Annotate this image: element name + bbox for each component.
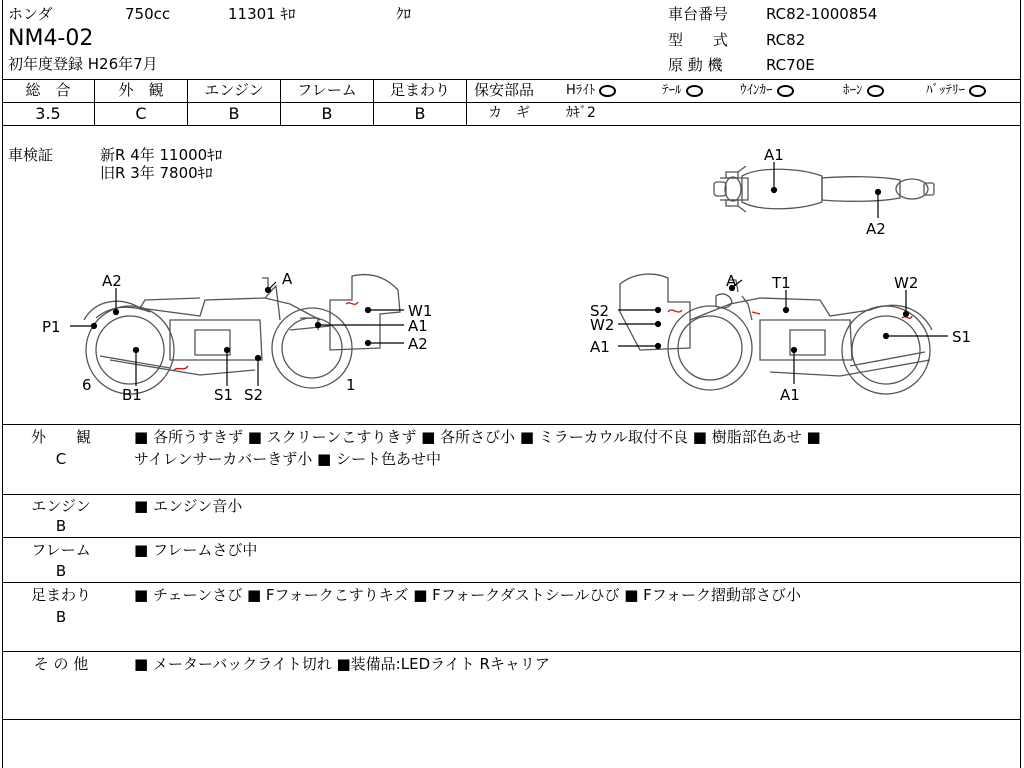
first-registration: 初年度登録 H26年7月 [8, 55, 158, 73]
remark-category-suspension: 足まわり [30, 586, 91, 604]
remark-grade-exterior: C [55, 450, 67, 468]
remark-line: サイレンサーカバーきず小 ■ シート色あせ中 [134, 450, 441, 468]
safety-item-tail [662, 84, 703, 97]
score-value-exterior: C [135, 104, 147, 123]
type-label: 型 式 [668, 31, 729, 49]
label-top-a2: A2 [866, 220, 886, 238]
score-col-divider [466, 79, 467, 125]
remark-line: ■ フレームさび中 [134, 541, 258, 559]
score-value-frame: B [321, 104, 333, 123]
label-left-6: 6 [82, 376, 92, 394]
safety-item-label: ﾊﾞｯﾃﾘｰ [926, 83, 965, 98]
label-right-a: A [726, 272, 737, 290]
safety-item-label: Hﾗｲﾄ [566, 83, 596, 98]
label-right-a1b: A1 [780, 386, 800, 404]
ok-circle-icon [969, 85, 986, 97]
label-right-t1: T1 [772, 274, 791, 292]
safety-item-headlight [566, 84, 616, 97]
label-left-w1: W1 [408, 302, 433, 320]
remark-category-other: そ の 他 [33, 655, 89, 673]
remark-category-exterior: 外 観 [30, 428, 91, 446]
key-label: カ ギ [488, 105, 530, 121]
inspection-new: 新R 4年 11000ｷﾛ [100, 146, 223, 164]
label-left-a: A [282, 270, 293, 288]
displacement: 750cc [125, 5, 171, 23]
ok-circle-icon [777, 85, 794, 97]
color: ｸﾛ [396, 5, 412, 23]
label-left-s2: S2 [244, 386, 264, 404]
maker: ホンダ [8, 5, 53, 23]
ok-circle-icon [867, 85, 884, 97]
remark-line: ■ エンジン音小 [134, 497, 243, 515]
inspection-old: 旧R 3年 7800ｷﾛ [100, 164, 213, 182]
remark-divider-5 [2, 719, 1021, 720]
label-right-s2: S2 [590, 302, 610, 320]
score-label-total: 総 合 [25, 81, 71, 99]
label-left-a1: A1 [408, 317, 428, 335]
diagram-bottom-divider [2, 424, 1021, 425]
label-right-s1: S1 [952, 328, 972, 346]
remark-divider-1 [2, 494, 1021, 495]
safety-item-label: ﾎｰﾝ [843, 83, 863, 98]
remark-grade-frame: B [55, 562, 67, 580]
ok-circle-icon [686, 85, 703, 97]
chassis-value: RC82-1000854 [766, 5, 878, 23]
label-left-s1: S1 [214, 386, 234, 404]
model-name: NM4-02 [8, 26, 94, 51]
remark-divider-4 [2, 651, 1021, 652]
label-left-a2: A2 [102, 272, 122, 290]
safety-item-battery [926, 84, 986, 97]
safety-item-winker [740, 84, 794, 97]
safety-item-label: ﾃｰﾙ [662, 83, 682, 98]
label-right-w2: W2 [894, 274, 919, 292]
inspection-label: 車検証 [8, 146, 54, 164]
safety-label: 保安部品 [474, 81, 535, 99]
remark-divider-3 [2, 582, 1021, 583]
safety-item-label: ｳｲﾝｶｰ [740, 83, 773, 98]
remark-grade-suspension: B [55, 608, 67, 626]
header-divider [2, 79, 1021, 80]
label-left-b1: B1 [122, 386, 142, 404]
score-label-suspension: 足まわり [389, 81, 450, 99]
score-label-frame: フレーム [297, 81, 357, 99]
safety-item-horn [843, 84, 884, 97]
mileage: 11301 ｷﾛ [228, 5, 296, 23]
remark-line: ■ 各所うすきず ■ スクリーンこすりきず ■ 各所さび小 ■ ミラーカウル取付不良 ■ 樹脂部色あせ ■ [134, 428, 821, 446]
score-label-exterior: 外 観 [118, 81, 164, 99]
label-left-p1: P1 [42, 318, 61, 336]
chassis-label: 車台番号 [668, 5, 729, 23]
label-right-w2b: W2 [590, 316, 615, 334]
scores-mid-divider-left [2, 102, 1021, 103]
remark-divider-2 [2, 537, 1021, 538]
score-value-suspension: B [414, 104, 426, 123]
score-value-total: 3.5 [35, 104, 61, 123]
remark-category-frame: フレーム [31, 541, 91, 559]
label-top-a1: A1 [764, 146, 784, 164]
remark-category-engine: エンジン [31, 497, 91, 515]
remark-line: ■ メーターバックライト切れ ■装備品:LEDライト Rキャリア [134, 655, 550, 673]
engine-value: RC70E [766, 56, 815, 74]
bike-top-view-icon [714, 166, 934, 212]
engine-label: 原 動 機 [668, 56, 723, 74]
remark-line: ■ チェーンさび ■ Fフォークこすりキズ ■ Fフォークダストシールひび ■ Fフォーク摺動部さび小 [134, 586, 802, 604]
label-left-1: 1 [346, 376, 356, 394]
score-label-engine: エンジン [204, 81, 264, 99]
remark-grade-engine: B [55, 517, 67, 535]
score-value-engine: B [228, 104, 240, 123]
type-value: RC82 [766, 31, 806, 49]
damage-diagram [0, 126, 1024, 424]
ok-circle-icon [599, 85, 616, 97]
label-left-a2b: A2 [408, 335, 428, 353]
key-value: ｶｷﾞ2 [566, 105, 596, 121]
label-right-a1: A1 [590, 338, 610, 356]
